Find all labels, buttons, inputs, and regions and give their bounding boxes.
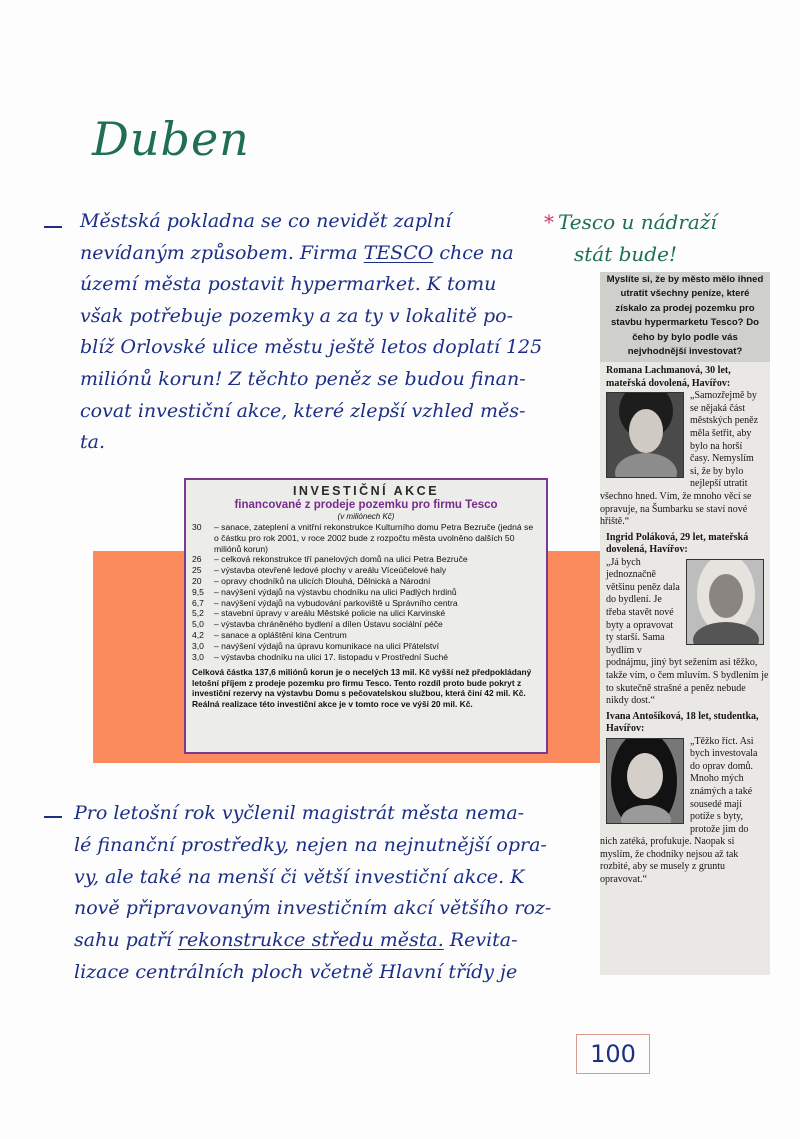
para2-line: Pro letošní rok vyčlenil magistrát města nema- bbox=[74, 802, 525, 824]
respondent-answer: „Samozřejmě by se nějaká část městských peněz měla šetřit, aby bylo na horší časy. Nemyslím si, že by bylo nejlepší utratit všechno hned. Vím, že mnoho věcí se opravuje, na Šumbarku se staví nové hřiště.“ bbox=[600, 390, 770, 529]
bullet-dash bbox=[44, 816, 62, 818]
side-note-line-2: stát bude! bbox=[574, 242, 677, 266]
investment-row: 26 – celková rekonstrukce tří panelových domů na ulici Petra Bezruče bbox=[192, 554, 468, 565]
clipping-title: INVESTIČNÍ AKCE bbox=[292, 484, 440, 498]
bullet-dash bbox=[44, 226, 62, 228]
para2-line: sahu patří rekonstrukce středu města. Revita- bbox=[74, 929, 518, 952]
month-heading: Duben bbox=[92, 112, 250, 166]
investment-row: 20 – opravy chodníků na ulicích Dlouhá, Dělnická a Národní bbox=[192, 575, 431, 586]
investment-row: 9,5 – navýšení výdajů na výstavbu chodníku na ulici Padlých hrdinů bbox=[192, 586, 457, 597]
para2-line: nově připravovaným investičním akcí většího roz- bbox=[74, 897, 552, 920]
respondent-photo bbox=[606, 738, 684, 824]
side-note-line-1: Tesco u nádraží bbox=[558, 210, 717, 234]
respondent-photo bbox=[686, 559, 764, 645]
investment-list bbox=[192, 522, 540, 662]
para2-line: lizace centrálních ploch včetně Hlavní třídy je bbox=[74, 960, 518, 983]
respondent-name: Romana Lachmanová, 30 let, mateřská dovolená, Havířov: bbox=[606, 365, 731, 389]
clipping-subtitle: financované z prodeje pozemku pro firmu Tesco bbox=[234, 499, 498, 511]
respondent-answer: „Já bych jednoznačně většinu peněz dala do bydlení. Je třeba stavět nové byty a opravovat ty starší. Sama bydlím v podnájmu, jiný byt sežením asi těžko, takže vím, o čem mluvím. S bydlením je to skutečně strašné a peněz nebude nikdy dost.“ bbox=[600, 557, 770, 708]
page-number: 100 bbox=[576, 1034, 650, 1074]
investment-row: 3,0 – navýšení výdajů na úpravu komunikace na ulici Přátelství bbox=[192, 640, 439, 651]
clipping-summary: Celková částka 137,6 miliónů korun je o necelých 13 mil. Kč vyšší než předpokládaný letošní příjem z prodeje pozemku pro firmu Tesco. Tento rozdíl proto bude pokryt z investiční rezervy na výstavbu Domu s pečovatelskou službou, která činí 42 mil. Kč. Reálná realizace této investiční akce je v tomto roce ve výši 20 mil. Kč. bbox=[192, 667, 532, 709]
para1-line: Městská pokladna se co nevidět zaplní bbox=[80, 210, 452, 232]
respondent-photo bbox=[606, 392, 684, 478]
para1-line: nevídaným způsobem. Firma TESCO chce na bbox=[80, 241, 514, 264]
para1-line: blíž Orlovské ulice městu ještě letos doplatí 125 bbox=[80, 336, 543, 359]
investment-row: 5,2 – stavební úpravy v areálu Městské policie na ulici Karvinské bbox=[192, 608, 446, 619]
investment-row: 4,2 – sanace a opláštění kina Centrum bbox=[192, 629, 347, 640]
underlined-phrase: rekonstrukce středu města. bbox=[177, 929, 444, 952]
para2-line: vy, ale také na menší či větší investiční akce. K bbox=[74, 865, 525, 888]
para1-line: miliónů korun! Z těchto peněz se budou finan- bbox=[80, 367, 526, 390]
para2-line: lé finanční prostředky, nejen na nejnutnější opra- bbox=[74, 833, 547, 856]
para1-line: covat investiční akce, které zlepší vzhled měs- bbox=[80, 399, 526, 422]
survey-question: Myslíte si, že by město mělo ihned utratit všechny peníze, které získalo za prodej pozemku pro stavbu hypermarketu Tesco? Do čeho by bylo podle vás nejvhodnější investovat? bbox=[600, 272, 770, 362]
investment-row: 25 – výstavba otevřené ledové plochy v areálu Víceúčelové haly bbox=[192, 565, 447, 576]
investment-row: 5,0 – výstavba chráněného bydlení a dílen Ústavu sociální péče bbox=[192, 619, 443, 630]
investment-row: 6,7 – navýšení výdajů na vybudování parkoviště u Správního centra bbox=[192, 597, 458, 608]
investment-row: 3,0 – výstavba chodníku na ulici 17. listopadu v Prostřední Suché bbox=[192, 651, 449, 662]
para1-line: území města postavit hypermarket. K tomu bbox=[80, 273, 497, 296]
respondent-name: Ivana Antošíková, 18 let, studentka, Havířov: bbox=[606, 710, 759, 735]
side-note bbox=[544, 206, 717, 270]
para1-line: ta. bbox=[80, 431, 106, 454]
star-icon: * bbox=[544, 210, 554, 234]
handwritten-paragraph-1 bbox=[80, 206, 542, 459]
investment-row: 30 – sanace, zateplení a vnitřní rekonstrukce Kulturního domu Petra Bezruče (jedná se o částku pro rok 2001, v roce 2002 bude z rozpočtu města uvolněno dalších 50 miliónů korun) bbox=[192, 522, 534, 554]
survey-clipping bbox=[600, 272, 770, 975]
para1-line: však potřebuje pozemky a za ty v lokalitě po- bbox=[80, 304, 514, 327]
investment-clipping bbox=[184, 478, 548, 754]
respondent-name: Ingrid Poláková, 29 let, mateřská dovolená, Havířov: bbox=[606, 531, 749, 556]
respondent-answer: „Těžko říct. Asi bych investovala do oprav domů. Mnoho mých známých a také sousedé mají potíže s byty, protože jim do nich zatéká, profukuje. Naopak si myslím, že chodníky nejsou až tak rozbité, aby se musely z gruntu opravovat.“ bbox=[600, 736, 770, 887]
clipping-unit: (v miliónech Kč) bbox=[337, 512, 395, 521]
tesco-underlined: TESCO bbox=[363, 241, 434, 264]
handwritten-paragraph-2 bbox=[74, 798, 551, 989]
